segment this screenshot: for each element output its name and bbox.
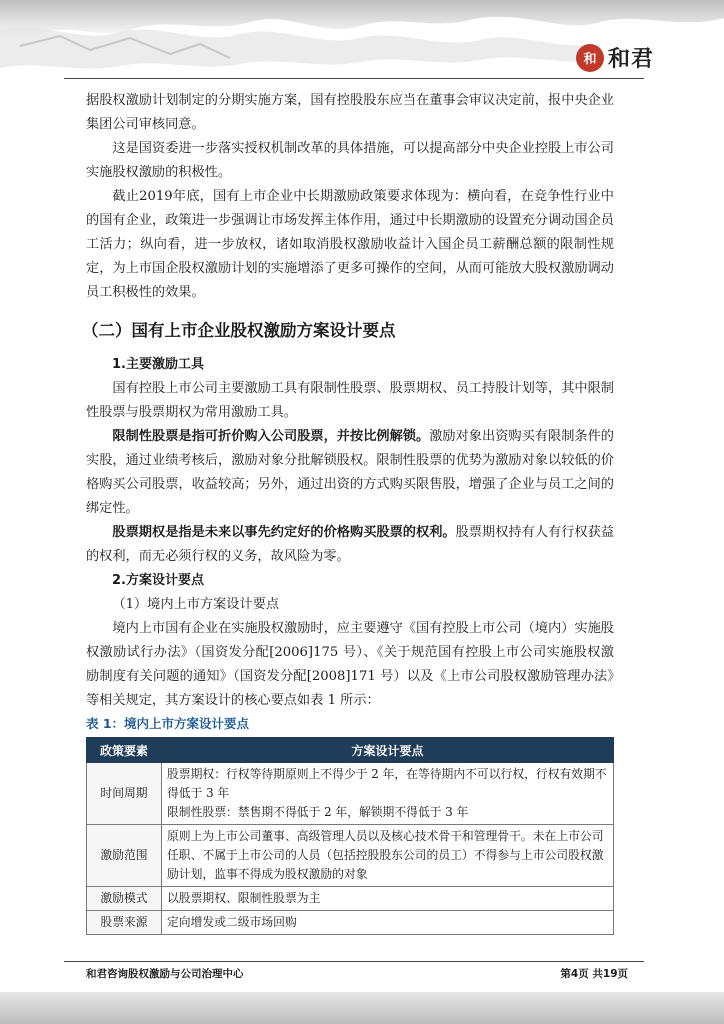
footer-rule bbox=[64, 961, 644, 962]
cell-line: 以股票期权、限制性股票为主 bbox=[167, 891, 321, 905]
table-cell bbox=[162, 763, 614, 825]
paragraph: 国有控股上市公司主要激励工具有限制性股票、股票期权、员工持股计划等，其中限制性股票与股票期权为常用激励工具。 bbox=[86, 381, 614, 420]
footer-org: 和君咨询股权激励与公司治理中心 bbox=[86, 968, 244, 980]
table-cell-key: 时间周期 bbox=[87, 763, 162, 825]
cell-line: 股票期权：行权等待期原则上不得少于 2 年，在等待期内不可以行权，行权有效期不得低于 3 年 bbox=[167, 767, 607, 800]
page-body bbox=[82, 89, 615, 935]
paragraph-text: 股票期权持有人有行权获益的权利，而无必须行权的义务，故风险为零。 bbox=[86, 525, 615, 564]
section-title: （二）国有上市企业股权激励方案设计要点 bbox=[82, 321, 396, 340]
policy-table bbox=[86, 737, 614, 935]
bold-lead: 限制性股票是指可折价购入公司股票，并按比例解锁。 bbox=[112, 429, 430, 444]
table-row bbox=[87, 911, 614, 935]
paragraph: 据股权激励计划制定的分期实施方案，国有控股股东应当在董事会审议决定前，报中央企业集团公司审核同意。 bbox=[86, 93, 614, 132]
subsection-title: 1.主要激励工具 bbox=[112, 357, 204, 372]
table-header: 政策要素 bbox=[87, 738, 162, 763]
table-cell-key: 激励范围 bbox=[87, 825, 162, 887]
header-rule bbox=[64, 78, 644, 79]
cell-line: 原则上为上市公司董事、高级管理人员以及核心技术骨干和管理骨干。未在上市公司任职、不属于上市公司的人员（包括控股股东公司的员工）不得参与上市公司股权激励计划，监事不得成为股权激励的对象 bbox=[167, 829, 604, 881]
list-item-heading: （1）境内上市方案设计要点 bbox=[112, 597, 280, 612]
cell-line: 定向增发或二级市场回购 bbox=[167, 915, 297, 929]
table-cell-key: 股票来源 bbox=[87, 911, 162, 935]
bold-lead: 股票期权是指是未来以事先约定好的价格购买股票的权利。 bbox=[112, 525, 456, 540]
cell-line: 限制性股票：禁售期不得低于 2 年，解锁期不得低于 3 年 bbox=[167, 805, 469, 819]
table-header-row bbox=[87, 738, 614, 763]
table-header: 方案设计要点 bbox=[162, 738, 614, 763]
table-cell bbox=[162, 911, 614, 935]
table-cell bbox=[162, 825, 614, 887]
logo-mark: 和 bbox=[576, 44, 604, 72]
page-number: 第4页 共19页 bbox=[560, 968, 628, 980]
table-caption: 表 1：境内上市方案设计要点 bbox=[86, 716, 250, 731]
subsection-title: 2.方案设计要点 bbox=[112, 573, 204, 588]
table-cell-key: 激励模式 bbox=[87, 887, 162, 911]
paragraph: 截止2019年底，国有上市企业中长期激励政策要求体现为：横向看，在竞争性行业中的国有企业，政策进一步强调让市场发挥主体作用，通过中长期激励的设置充分调动国企员工活力；纵向看，进一步放权，诸如取消股权激励收益计入国企员工薪酬总额的限制性规定，为上市国企股权激励计划的实施增添了更多可操作的空间，从而可能放大股权激励调动员工积极性的效果。 bbox=[86, 189, 614, 300]
paragraph: 境内上市国有企业在实施股权激励时，应主要遵守《国有控股上市公司（境内）实施股权激励试行办法》（国资发分配[2006]175 号）、《关于规范国有控股上市公司实施股权激励制度有关问题的通知》（国资发分配[2008]171 号）以及《上市公司股权激励管理办法》等相关规定，其方案设计的核心要点如表 1 所示： bbox=[86, 621, 614, 708]
table-row bbox=[87, 825, 614, 887]
paragraph-text: 激励对象出资购买有限制条件的实股，通过业绩考核后，激励对象分批解锁股权。限制性股票的优势为激励对象以较低的价格购买公司股票，收益较高；另外，通过出资的方式购买限售股，增强了企业与员工之间的绑定性。 bbox=[86, 429, 614, 516]
table-cell bbox=[162, 887, 614, 911]
logo-text: 和君 bbox=[607, 47, 654, 72]
paragraph bbox=[86, 425, 614, 521]
table-row bbox=[87, 763, 614, 825]
table-row bbox=[87, 887, 614, 911]
paragraph bbox=[86, 521, 614, 569]
paragraph: 这是国资委进一步落实授权机制改革的具体措施，可以提高部分中央企业控股上市公司实施股权激励的积极性。 bbox=[86, 141, 614, 180]
footer-band bbox=[0, 992, 724, 1024]
brand-logo bbox=[576, 42, 654, 73]
